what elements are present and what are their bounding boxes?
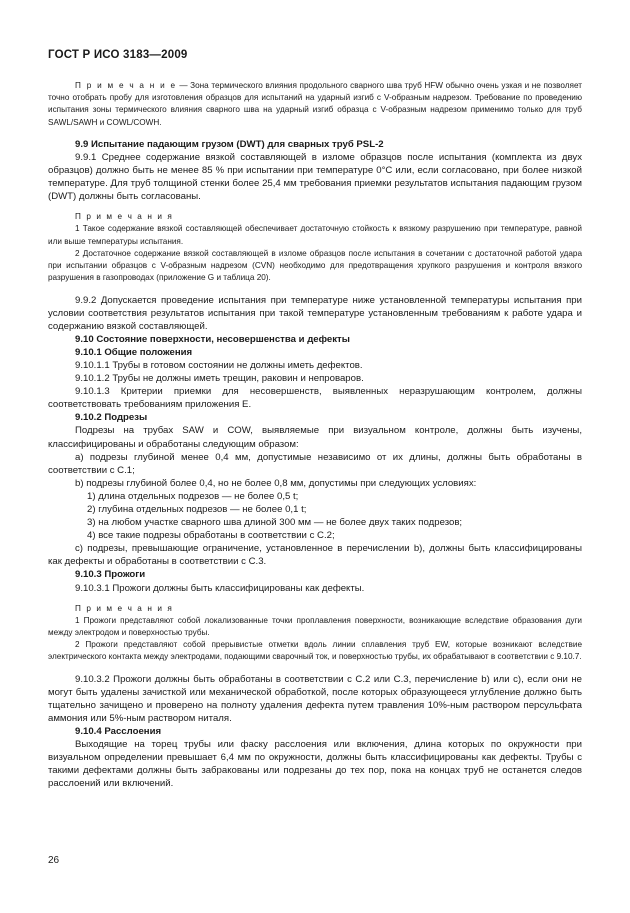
list-item-b1: 1) длина отдельных подрезов — не более 0,5 t;	[87, 490, 299, 502]
list-item-b2: 2) глубина отдельных подрезов — не более 0,1 t;	[87, 504, 307, 515]
paragraph-9-9-1: 9.9.1 Среднее содержание вязкой составляющей в изломе образцов после испытания (комплекта из двух образцов) должно быть не менее 85 % при испытании при температуре 0°С или, если согласовано, при более низкой температуре. Для труб толщиной стенки более 25,4 мм требования приемки результатов испытания падающим грузом (DWT) должны быть согласованы.	[48, 151, 582, 203]
note-2: 2 Достаточное содержание вязкой составляющей в изломе образцов после испытания в сочетании с достаточной работой удара при испытании образцов с V-образным надрезом (CVN) необходимо для предотвращения хрупкого разрушения и контроля вязкого разрушения в газопроводах (приложение G и таблица 20).	[48, 248, 582, 283]
note-1: 1 Такое содержание вязкой составляющей обеспечивает достаточную стойкость к вязкому разрушению при температуре, равной или выше температуры испытания.	[48, 224, 582, 246]
item-9-10-3-1: 9.10.3.1 Прожоги должны быть классифицированы как дефекты.	[75, 582, 365, 594]
section-heading-9-10: 9.10 Состояние поверхности, несовершенства и дефекты	[75, 333, 350, 345]
section-heading-9-9: 9.9 Испытание падающим грузом (DWT) для сварных труб PSL-2	[75, 138, 384, 150]
item-9-10-3-2: 9.10.3.2 Прожоги должны быть обработаны в соответствии с С.2 или С.3, перечисление b) или с), если они не могут быть удалены зачисткой или механической обработкой, после которых образующееся углубление должно быть тщательно зачищено и проверено на полноту удаления дефекта путем травления 10%-ным раствором персульфата аммония или 5%-ным раствором ниталя.	[48, 673, 582, 724]
item-9-10-1-2: 9.10.1.2 Трубы не должны иметь трещин, раковин и непроваров.	[75, 373, 364, 385]
list-item-c: с) подрезы, превышающие ограничение, установленное в перечислении b), должны быть классифицированы как дефекты и обработаны в соответствии с С.3.	[48, 543, 582, 568]
list-item-a: а) подрезы глубиной менее 0,4 мм, допустимые независимо от их длины, должны быть обработаны в соответствии с С.1;	[48, 451, 582, 476]
subsection-heading-9-10-1: 9.10.1 Общие положения	[75, 346, 193, 358]
list-item-b3: 3) на любом участке сварного шва длиной 300 мм — не более двух таких подрезов;	[87, 517, 463, 529]
note-label: П р и м е ч а н и е	[75, 81, 177, 90]
notes-label: П р и м е ч а н и я	[75, 212, 174, 222]
subsection-heading-9-10-3: 9.10.3 Прожоги	[75, 569, 146, 581]
item-9-10-1-1: 9.10.1.1 Трубы в готовом состоянии не должны иметь дефектов.	[75, 359, 363, 371]
subsection-heading-9-10-4: 9.10.4 Расслоения	[75, 726, 162, 738]
subsection-heading-9-10-2: 9.10.2 Подрезы	[75, 412, 148, 424]
list-item-b4: 4) все такие подрезы обработаны в соответствии с С.2;	[87, 530, 335, 542]
paragraph-undercuts: Подрезы на трубах SAW и COW, выявляемые при визуальном контроле, должны быть изучены, классифицированы и обработаны следующим образом:	[48, 425, 582, 450]
paragraph-laminations: Выходящие на торец трубы или фаску расслоения или включения, длина которых по окружности при визуальном определении превышает 6,4 мм по окружности, должны быть классифицированы как дефекты. Трубы с такими дефектами должны быть забракованы или подрезаны до тех пор, пока на концах труб не останется следов расслоений или включений.	[48, 739, 582, 790]
list-item-b: b) подрезы глубиной более 0,4, но не более 0,8 мм, допустимы при следующих условиях:	[75, 477, 477, 489]
burn-note-1: 1 Прожоги представляют собой локализованные точки проплавления поверхности, возникающие вследствие образования дуги между электродом и поверхностью трубы.	[48, 615, 582, 638]
note-text: — Зона термического влияния продольного сварного шва труб HFW обычно очень узкая и не позволяет точно отобрать пробу для изготовления образцов для испытаний на ударный изгиб с V-образным надрезом. Требование по проведению испытания зоны термического влияния сварного шва на ударный изгиб образца с V-образным надрезом применимо только для труб SAWL/SAWH и COWL/COWH.	[48, 81, 582, 127]
page-number: 26	[48, 855, 60, 866]
note-hfw	[48, 80, 582, 129]
standard-header: ГОСТ Р ИСО 3183—2009	[48, 49, 188, 61]
burn-note-2: 2 Прожоги представляют собой прерывистые отметки вдоль линии сплавления труб EW, которые возникают вследствие электрического контакта между электродами, подающими сварочный ток, и поверхностью трубы, их обрабатывают в соответствии с 9.10.7.	[48, 640, 582, 662]
burn-notes-label: П р и м е ч а н и я	[75, 603, 174, 613]
item-9-10-1-3: 9.10.1.3 Критерии приемки для несовершенств, выявленных неразрушающим контролем, должны соответствовать требованиям приложения Е.	[48, 386, 582, 411]
paragraph-9-9-2: 9.9.2 Допускается проведение испытания при температуре ниже установленной температуры испытания при условии соответствия результатов испытания при такой температуре установленным требованиям к работе удара и содержанию вязкой составляющей.	[48, 294, 582, 332]
page-content	[48, 80, 582, 791]
